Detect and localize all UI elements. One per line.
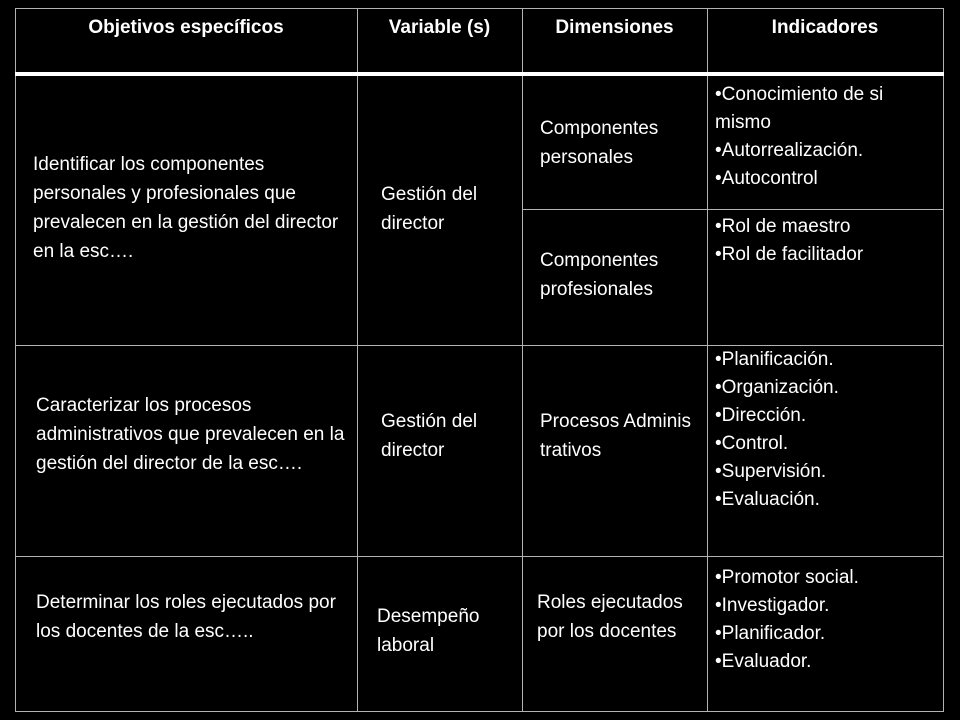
indicator-item: • Evaluador. — [715, 648, 937, 676]
indicator-item: • Conocimiento de si mismo — [715, 81, 937, 137]
header-separator — [15, 72, 944, 76]
variable-text: Gestión del director — [381, 411, 478, 461]
dimension-text: Roles ejecutados por los docentes — [537, 592, 683, 642]
header-dimensiones: Dimensiones — [555, 17, 674, 38]
indicator-item: • Autorrealización. — [715, 137, 937, 165]
column-divider-3 — [707, 8, 708, 712]
dimension-text: Componentes profesionales — [540, 250, 659, 300]
indicator-item: • Promotor social. — [715, 564, 937, 592]
header-indicadores: Indicadores — [771, 17, 879, 38]
indicator-item: • Rol de maestro — [715, 213, 937, 241]
objective-text: Identificar los componentes personales y profesionales que prevalecen en la gestión del director en la esc…. — [33, 154, 339, 262]
indicator-item: • Planificación. — [715, 346, 937, 374]
table-border-bottom — [15, 711, 944, 712]
indicator-item: • Supervisión. — [715, 458, 937, 486]
dimension-text: Procesos Administrativos — [540, 411, 692, 461]
indicator-item: • Dirección. — [715, 402, 937, 430]
column-divider-2 — [522, 8, 523, 712]
table-border-right — [943, 8, 944, 712]
indicator-list — [715, 213, 937, 269]
indicator-item: • Evaluación. — [715, 486, 937, 514]
indicator-list — [715, 81, 937, 193]
header-variable: Variable (s) — [388, 17, 491, 38]
indicator-item: • Rol de facilitador — [715, 241, 937, 269]
objective-text: Determinar los roles ejecutados por los docentes de la esc….. — [36, 592, 336, 642]
header-objetivos: Objetivos específicos — [88, 17, 284, 38]
subrow-divider — [522, 209, 944, 210]
variable-text: Gestión del director — [381, 184, 478, 234]
dimension-text: Componentes personales — [540, 118, 659, 168]
indicator-list — [715, 346, 937, 514]
indicator-item: • Investigador. — [715, 592, 937, 620]
column-divider-1 — [357, 8, 358, 712]
table-border-left — [15, 8, 16, 712]
indicator-list — [715, 564, 937, 676]
indicator-item: • Planificador. — [715, 620, 937, 648]
indicator-item: • Autocontrol — [715, 165, 937, 193]
objective-text: Caracterizar los procesos administrativos que prevalecen en la gestión del director de la esc…. — [36, 395, 345, 474]
indicator-item: • Organización. — [715, 374, 937, 402]
row-divider-2 — [15, 556, 944, 557]
variable-text: Desempeño laboral — [377, 606, 480, 656]
indicator-item: • Control. — [715, 430, 937, 458]
